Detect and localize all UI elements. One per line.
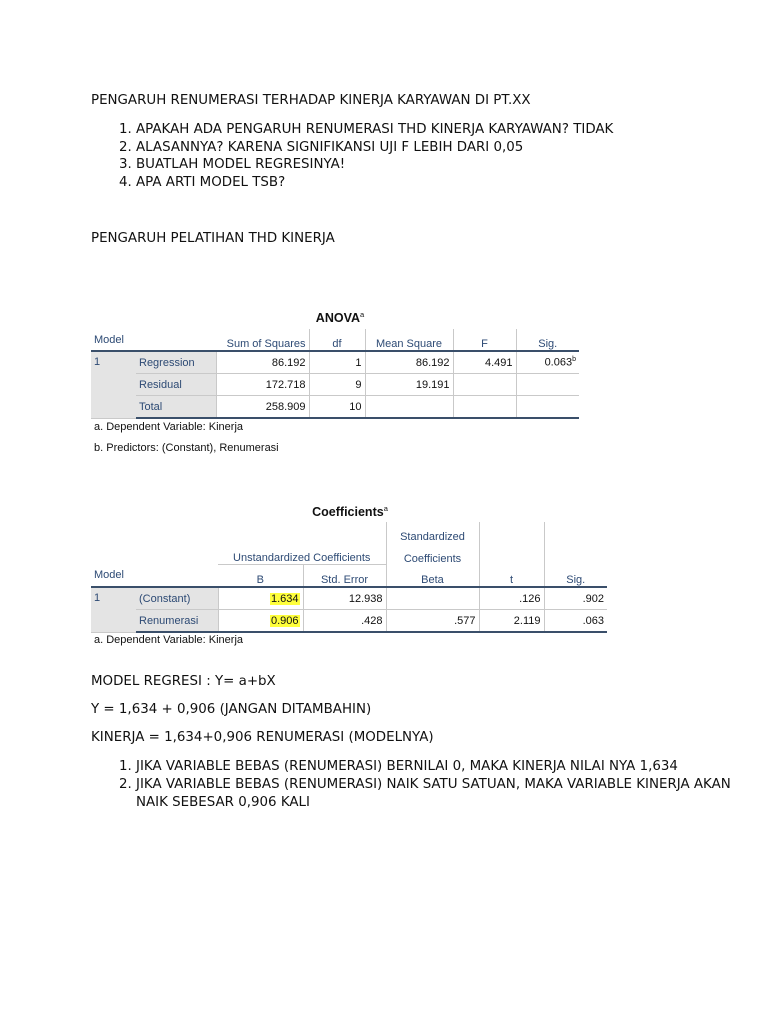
highlighted-value: 1.634 xyxy=(270,592,299,605)
header-f: F xyxy=(453,329,516,351)
list-item: 2. ALASANNYA? KARENA SIGNIFIKANSI UJI F LEBIH DARI 0,05 xyxy=(136,139,613,157)
coefficients-title xyxy=(290,504,410,519)
cell-f: 4.491 xyxy=(453,351,516,374)
header-model: Model xyxy=(91,329,216,351)
table-header-row xyxy=(91,522,607,543)
model-line: Y = 1,634 + 0,906 (JANGAN DITAMBAHIN) xyxy=(91,702,372,717)
anova-table xyxy=(91,329,579,419)
anova-note: a. Dependent Variable: Kinerja xyxy=(94,421,244,433)
cell-ms: 86.192 xyxy=(365,351,453,374)
question-list xyxy=(91,121,613,192)
table-row xyxy=(91,374,579,396)
row-label: Renumerasi xyxy=(136,610,218,633)
row-label: Total xyxy=(136,396,216,419)
sig-sup: b xyxy=(572,356,576,364)
model-line: KINERJA = 1,634+0,906 RENUMERASI (MODELNYA) xyxy=(91,730,434,745)
table-row xyxy=(91,587,607,610)
section-heading: PENGARUH PELATIHAN THD KINERJA xyxy=(91,231,335,246)
cell-sig: .063 xyxy=(544,610,607,633)
cell-b xyxy=(218,587,303,610)
header-coefficients: Coefficients xyxy=(386,543,479,565)
answer-list xyxy=(91,758,736,812)
list-item: 3. BUATLAH MODEL REGRESINYA! xyxy=(136,156,613,174)
header-mean-square: Mean Square xyxy=(365,329,453,351)
cell-df: 10 xyxy=(309,396,365,419)
cell-sig xyxy=(516,374,579,396)
list-item: 4. APA ARTI MODEL TSB? xyxy=(136,174,613,192)
model-line: MODEL REGRESI : Y= a+bX xyxy=(91,674,276,689)
coefficients-title-sup: a xyxy=(383,504,388,513)
cell-sig xyxy=(516,351,579,374)
header-sum-of-squares: Sum of Squares xyxy=(216,329,309,351)
table-header-row xyxy=(91,565,607,588)
cell-df: 1 xyxy=(309,351,365,374)
table-header-row xyxy=(91,543,607,565)
row-label: Regression xyxy=(136,351,216,374)
cell-b xyxy=(218,610,303,633)
cell-ss: 86.192 xyxy=(216,351,309,374)
anova-note: b. Predictors: (Constant), Renumerasi xyxy=(94,442,279,454)
sig-value: 0.063 xyxy=(544,356,573,369)
list-item: 2. JIKA VARIABLE BEBAS (RENUMERASI) NAIK SATU SATUAN, MAKA VARIABLE KINERJA AKAN NAIK SEBESAR 0,906 KALI xyxy=(136,776,736,812)
cell-std-error: 12.938 xyxy=(303,587,386,610)
header-unstandardized-coefficients: Unstandardized Coefficients xyxy=(218,543,386,565)
cell-ss: 258.909 xyxy=(216,396,309,419)
header-standardized: Standardized xyxy=(386,522,479,543)
cell-sig xyxy=(516,396,579,419)
anova-title-sup: a xyxy=(360,310,365,319)
cell-f xyxy=(453,396,516,419)
model-number: 1 xyxy=(91,351,136,418)
header-t: t xyxy=(479,565,544,588)
list-item: 1. JIKA VARIABLE BEBAS (RENUMERASI) BERNILAI 0, MAKA KINERJA NILAI NYA 1,634 xyxy=(136,758,736,776)
row-label: Residual xyxy=(136,374,216,396)
header-beta: Beta xyxy=(386,565,479,588)
coefficients-note: a. Dependent Variable: Kinerja xyxy=(94,634,244,646)
header-sig: Sig. xyxy=(516,329,579,351)
cell-f xyxy=(453,374,516,396)
header-sig: Sig. xyxy=(544,565,607,588)
cell-ms: 19.191 xyxy=(365,374,453,396)
coefficients-table xyxy=(91,522,607,633)
anova-title xyxy=(290,310,390,325)
header-std-error: Std. Error xyxy=(303,565,386,588)
cell-ss: 172.718 xyxy=(216,374,309,396)
cell-ms xyxy=(365,396,453,419)
cell-t: 2.119 xyxy=(479,610,544,633)
cell-df: 9 xyxy=(309,374,365,396)
cell-sig: .902 xyxy=(544,587,607,610)
cell-beta xyxy=(386,587,479,610)
cell-beta: .577 xyxy=(386,610,479,633)
table-row xyxy=(91,351,579,374)
table-header-row xyxy=(91,329,579,351)
cell-t: .126 xyxy=(479,587,544,610)
model-number: 1 xyxy=(91,587,136,632)
table-row xyxy=(91,610,607,633)
header-b: B xyxy=(218,565,303,588)
header-model: Model xyxy=(91,565,218,588)
cell-std-error: .428 xyxy=(303,610,386,633)
table-row xyxy=(91,396,579,419)
document-heading: PENGARUH RENUMERASI TERHADAP KINERJA KARYAWAN DI PT.XX xyxy=(91,93,531,108)
header-df: df xyxy=(309,329,365,351)
anova-title-text: ANOVA xyxy=(315,311,361,326)
row-label: (Constant) xyxy=(136,587,218,610)
list-item: 1. APAKAH ADA PENGARUH RENUMERASI THD KINERJA KARYAWAN? TIDAK xyxy=(136,121,613,139)
highlighted-value: 0.906 xyxy=(270,614,299,627)
coefficients-title-text: Coefficients xyxy=(312,505,384,520)
